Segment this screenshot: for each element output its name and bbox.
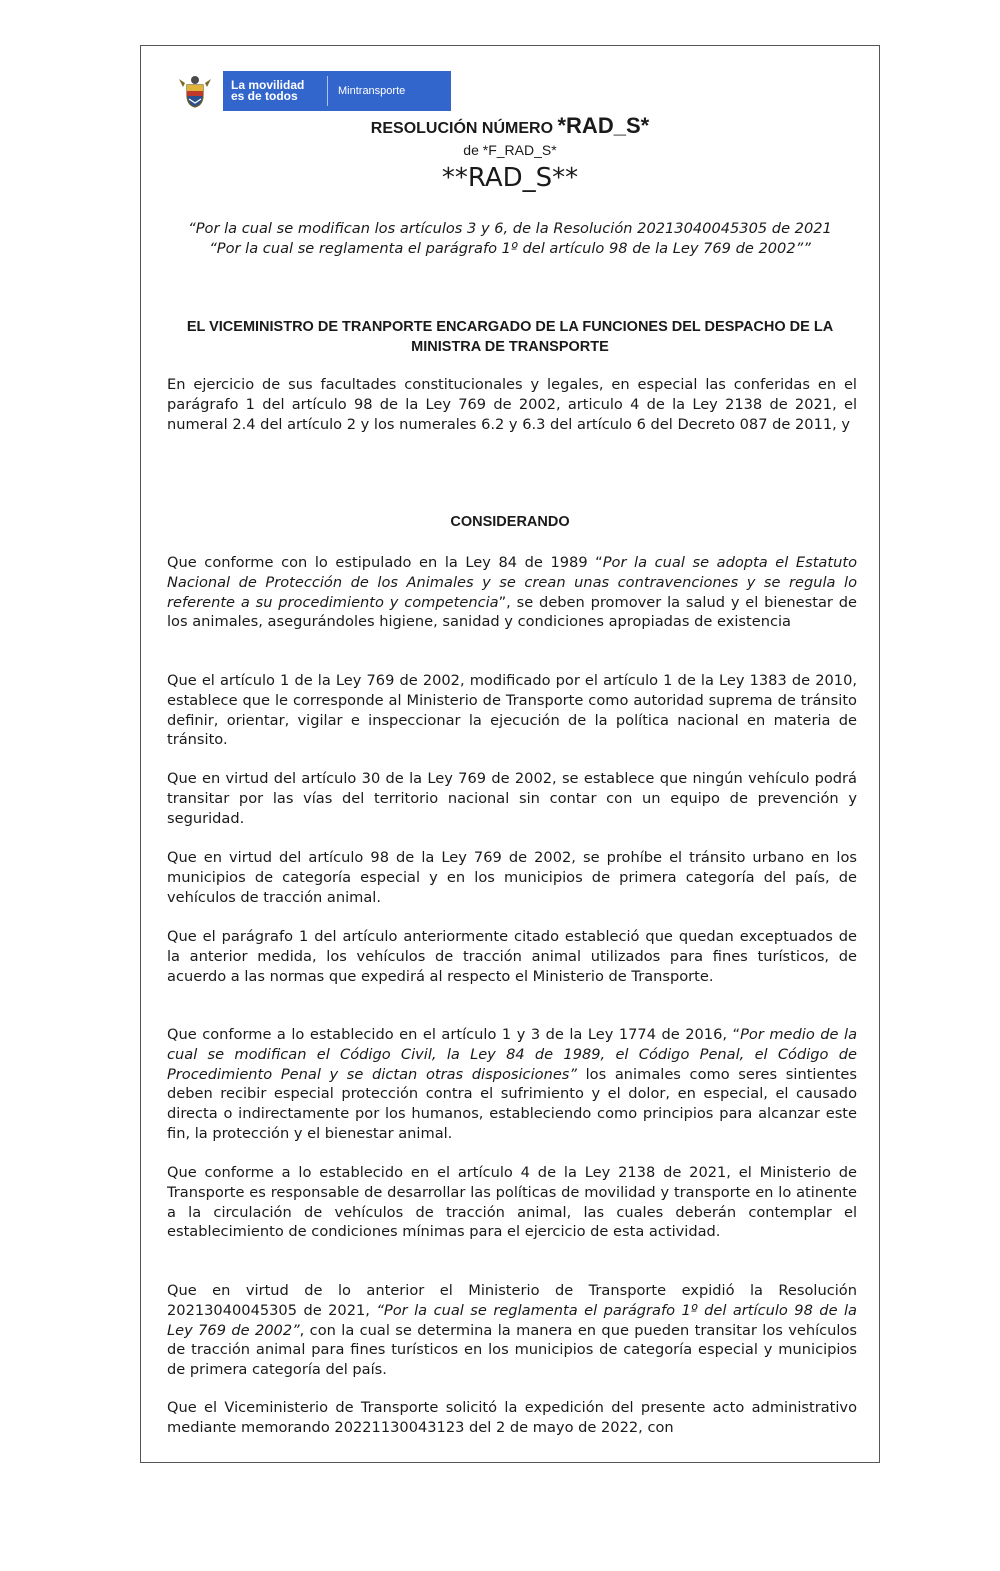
legal-basis-paragraph: En ejercicio de sus facultades constitucionales y legales, en especial las conferidas en el parágrafo 1 del artículo 98 de la Ley 769 de 2002, articulo 4 de la Ley 2138 de 2021, el numeral 2.4 del artículo 2 y los numerales 6.2 y 6.3 del artículo 6 del Decreto 087 de 2011, y [167,376,857,433]
resolution-date: de *F_RAD_S* [463,142,557,158]
ministry-header-logo [167,71,451,111]
entity-name: Mintransporte [338,85,406,97]
considerando-paragraph: Que en virtud de lo anterior el Ministerio de Transporte expidió la Resolución 20213040045305 de 2021, “Por la cual se reglamenta el parágrafo 1º del artículo 98 de la Ley 769 de 2002”, con la cual se determina la manera en que pueden transitar los vehículos de tracción animal para fines turísticos en los municipios de categoría especial y municipios de primera categoría del país. [167,1282,857,1379]
resolution-label: RESOLUCIÓN NÚMERO [370,120,554,137]
slogan-text: La movilidad es de todos [231,78,305,103]
considerando-heading: CONSIDERANDO [450,514,570,530]
brand-banner [223,71,451,111]
colombia-coat-of-arms-icon [167,71,223,111]
considerando-paragraph: Que el Viceministerio de Transporte solicitó la expedición del presente acto administrativo mediante memorando 20221130043123 del 2 de mayo de 2022, con [167,1399,857,1436]
considerando-paragraph: Que en virtud del artículo 30 de la Ley 769 de 2002, se establece que ningún vehículo podrá transitar por las vías del territorio nacional sin contar con un equipo de prevención y seguridad. [167,770,857,827]
resolution-rad-code: **RAD_S** [441,163,579,193]
considerando-paragraph: Que conforme a lo establecido en el artículo 4 de la Ley 2138 de 2021, el Ministerio de Transporte es responsable de desarrollar las políticas de movilidad y transporte en lo atinente a la circulación de vehículos de tracción animal, las cuales deberán contemplar el establecimiento de condiciones mínimas para el ejercicio de esta actividad. [167,1164,857,1241]
considerando-paragraph: Que conforme con lo estipulado en la Ley 84 de 1989 “Por la cual se adopta el Estatuto Nacional de Protección de los Animales y se crean unas contravenciones y se regula lo referente a su procedimiento y competencia”, se deben promover la salud y el bienestar de los animales, asegurándoles higiene, sanidad y condiciones apropiadas de existencia [167,554,857,631]
considerando-paragraph: Que conforme a lo establecido en el artículo 1 y 3 de la Ley 1774 de 2016, “Por medio de la cual se modifican el Código Civil, la Ley 84 de 1989, el Código Penal, el Código de Procedimiento Penal y se dictan otras disposiciones” los animales como seres sintientes deben recibir especial protección contra el sufrimiento y el dolor, en especial, el causado directa o indirectamente por los humanos, estableciendo como principios para alcanzar este fin, la protección y el bienestar animal. [167,1026,858,1142]
considerando-paragraph: Que en virtud del artículo 98 de la Ley 769 de 2002, se prohíbe el tránsito urbano en los municipios de categoría especial y en los municipios de primera categoría del país, de vehículos de tracción animal. [167,849,857,906]
issuing-authority: EL VICEMINISTRO DE TRANPORTE ENCARGADO DE LA FUNCIONES DEL DESPACHO DE LA MINISTRA DE TRANSPORTE [186,319,834,355]
resolution-number: *RAD_S* [557,113,650,138]
considerando-paragraph: Que el artículo 1 de la Ley 769 de 2002, modificado por el artículo 1 de la Ley 1383 de 2010, establece que le corresponde al Ministerio de Transporte como autoridad suprema de tránsito definir, orientar, vigilar e inspeccionar la ejecución de la política nacional en materia de tránsito. [167,672,857,749]
resolution-title [140,113,880,139]
resolution-subject: “Por la cual se modifican los artículos 3 y 6, de la Resolución 20213040045305 de 2021 “Por la cual se reglamenta el parágrafo 1º del artículo 98 de la Ley 769 de 2002”” [188,220,832,257]
considerando-paragraph: Que el parágrafo 1 del artículo anteriormente citado estableció que quedan exceptuados de la anterior medida, los vehículos de tracción animal utilizados para fines turísticos, de acuerdo a las normas que expedirá al respecto el Ministerio de Transporte. [167,928,857,985]
